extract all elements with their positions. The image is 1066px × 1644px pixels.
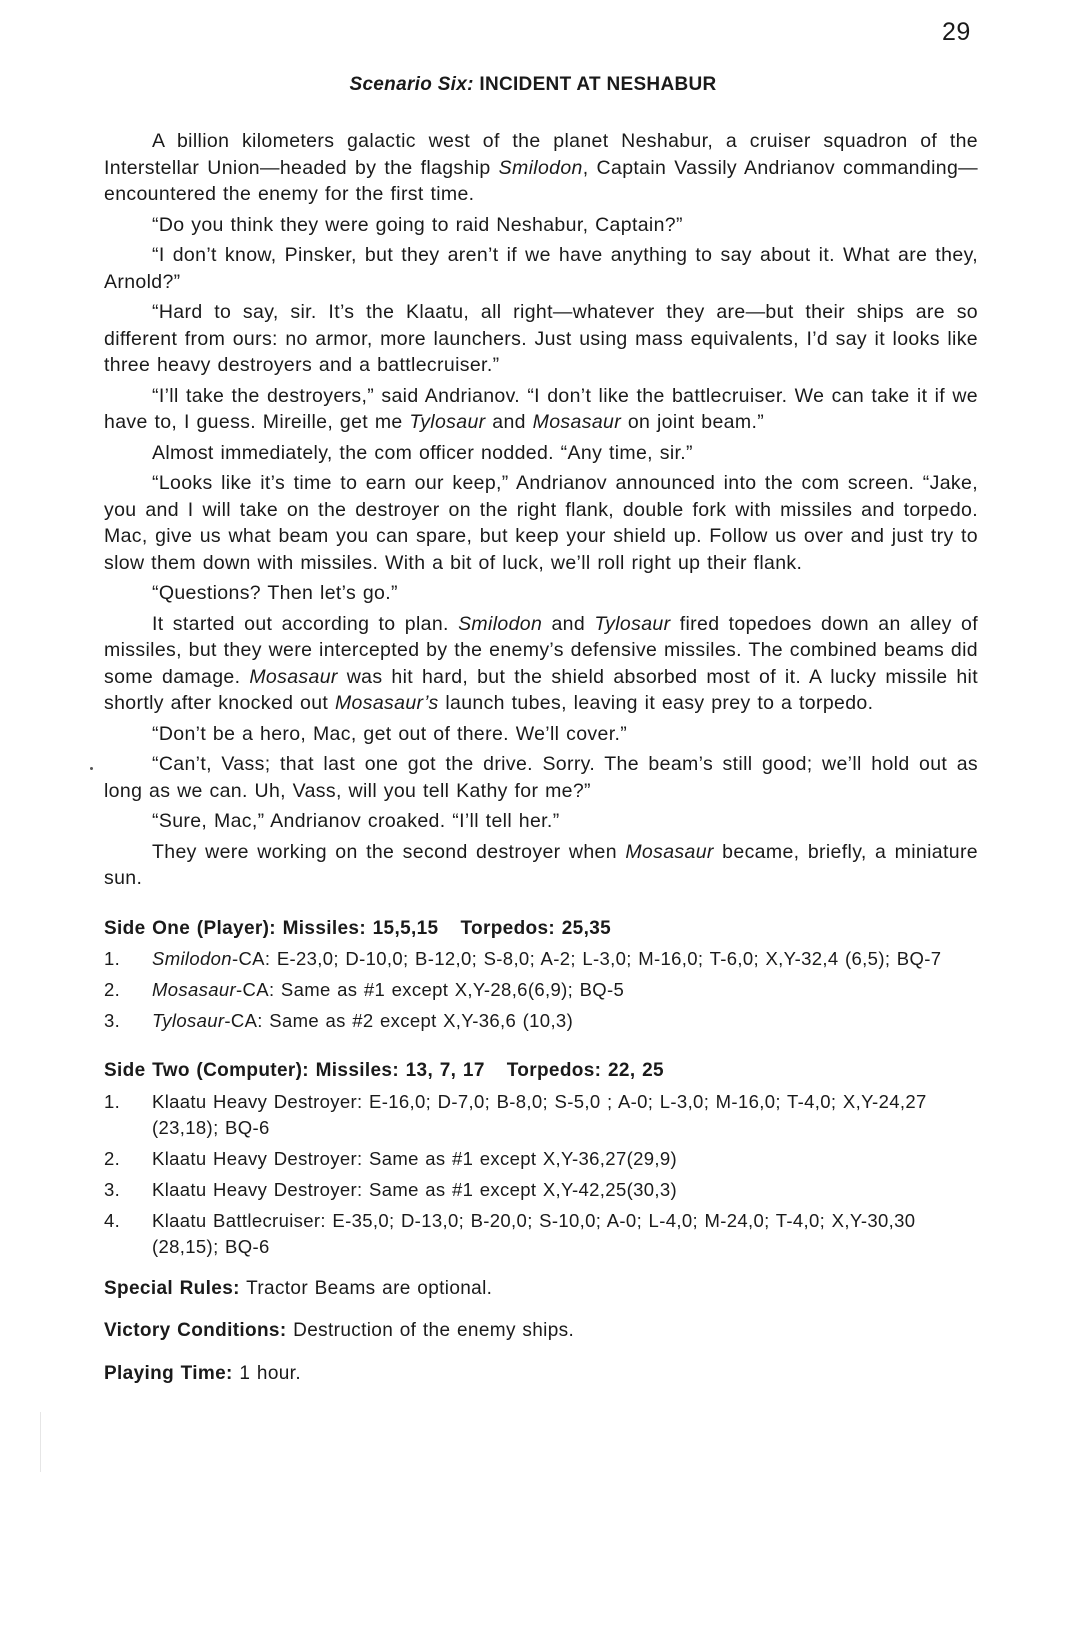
unit-stats: Klaatu Heavy Destroyer: Same as #1 except X,Y-42,25(30,3) [152, 1178, 678, 1200]
paragraph-text: “Can’t, Vass; that last one got the drive. Sorry. The beam’s still good; we’ll hold out as long as we can. Uh, Vass, will you tell Kathy for me?” [104, 753, 978, 802]
paragraph-text: It started out according to plan. [152, 612, 459, 635]
unit-number: 4. [104, 1209, 121, 1231]
special-rules-label: Special Rules: [104, 1277, 240, 1299]
story-paragraph [104, 839, 978, 892]
unit-stats: -CA: Same as #1 except X,Y-28,6(6,9); BQ-5 [236, 979, 625, 1000]
unit-number: 3. [104, 1178, 121, 1200]
unit-ship-name: Smilodon [152, 948, 232, 969]
special-rules-value: Tractor Beams are optional. [246, 1277, 493, 1299]
unit-item [104, 1008, 978, 1034]
story-paragraph [104, 299, 978, 379]
paragraph-text: A billion kilometers galactic west of the planet Neshabur, a cruiser squadron of the Interstellar Union—headed by the flagship [104, 130, 978, 179]
side-one-unit-list [104, 946, 978, 1034]
ship-name: Mosasaur’s [334, 692, 439, 714]
paragraph-text: “Questions? Then let’s go.” [152, 582, 398, 604]
ship-name: Smilodon [498, 156, 583, 179]
story-paragraph [104, 470, 978, 576]
victory-conditions [104, 1318, 978, 1345]
page-body [104, 128, 978, 1387]
paragraph-text: “I’ll take the destroyers,” said Andrianov. “I don’t like the battlecruiser. We can take it if we have to, I guess. Mireille, get me [104, 384, 978, 433]
paragraph-text: “Don’t be a hero, Mac, get out of there. We’ll cover.” [152, 722, 628, 745]
scenario-title-main: INCIDENT AT NESHABUR [479, 74, 717, 95]
paragraph-text: and [542, 612, 595, 635]
unit-ship-name: Tylosaur [152, 1010, 225, 1031]
unit-stats: Klaatu Heavy Destroyer: Same as #1 except X,Y-36,27(29,9) [152, 1147, 678, 1169]
story-paragraph [104, 721, 978, 748]
margin-mark [40, 1412, 41, 1472]
unit-number: 2. [104, 1147, 121, 1169]
unit-ship-name: Mosasaur [152, 979, 237, 1000]
playing-time-value: 1 hour. [239, 1362, 301, 1384]
unit-number: 1. [104, 1090, 121, 1112]
paragraph-text: was hit hard, but the shield absorbed most of it. A lucky missile hit shortly after knocked out [104, 665, 978, 714]
paragraph-text: and [485, 411, 533, 433]
paragraph-text: “Looks like it’s time to earn our keep,” Andrianov announced into the com screen. “Jake, you and I will take on the destroyer on the right flank, double fork with missiles and torpedo. Mac, give us what beam you can spare, but keep your shield up. Follow us over and just try to slow them down with missiles. With a bit of luck, we’ll roll right up their flank. [104, 472, 978, 574]
paragraph-text: Almost immediately, the com officer nodded. “Any time, sir.” [152, 441, 693, 464]
side-one-torpedos: Torpedos: 25,35 [460, 917, 612, 939]
unit-item [104, 1208, 978, 1260]
ship-name: Tylosaur [594, 612, 671, 635]
story-paragraph [104, 808, 978, 835]
paragraph-text: “Do you think they were going to raid Neshabur, Captain?” [152, 213, 683, 236]
scenario-title-prefix: Scenario Six: [349, 74, 474, 95]
story-paragraph [104, 611, 978, 717]
side-two-heading [104, 1058, 978, 1085]
paragraph-text: They were working on the second destroyer when [152, 840, 626, 863]
playing-time-label: Playing Time: [104, 1362, 233, 1384]
page-number: 29 [942, 18, 971, 46]
unit-item [104, 977, 978, 1003]
unit-stats: -CA: E-23,0; D-10,0; B-12,0; S-8,0; A-2; L-3,0; M-16,0; T-6,0; X,Y-32,4 (6,5); BQ-7 [231, 948, 942, 969]
unit-item [104, 1177, 978, 1203]
unit-number: 1. [104, 948, 121, 969]
paragraph-text: “I don’t know, Pinsker, but they aren’t if we have anything to say about it. What are they, Arnold?” [104, 244, 978, 293]
unit-number: 2. [104, 979, 121, 1000]
side-one-missiles: Side One (Player): Missiles: 15,5,15 [104, 917, 439, 939]
unit-item [104, 1146, 978, 1172]
side-two-missiles: Side Two (Computer): Missiles: 13, 7, 17 [104, 1060, 485, 1081]
ship-name: Mosasaur [249, 665, 338, 688]
victory-conditions-label: Victory Conditions: [104, 1320, 287, 1341]
paragraph-text: fired topedoes down an alley of missiles, but they were intercepted by the enemy’s defensive missiles. The combined beams did some damage. [104, 612, 978, 688]
paragraph-text: became, briefly, a miniature sun. [104, 840, 978, 889]
unit-stats: Klaatu Heavy Destroyer: E-16,0; D-7,0; B-8,0; S-5,0 ; A-0; L-3,0; M-16,0; T-4,0; X,Y-24,27 (23,18); BQ-6 [152, 1090, 927, 1138]
paragraph-text: on joint beam.” [621, 411, 765, 433]
side-one-heading [104, 916, 978, 943]
special-rules [104, 1276, 978, 1303]
story-paragraph [104, 212, 978, 239]
playing-time [104, 1361, 978, 1388]
story-paragraph [104, 751, 978, 804]
side-two-torpedos: Torpedos: 22, 25 [506, 1060, 664, 1081]
story-paragraph [104, 580, 978, 607]
ship-name: Tylosaur [409, 411, 486, 433]
victory-conditions-value: Destruction of the enemy ships. [293, 1320, 575, 1341]
unit-stats: -CA: Same as #2 except X,Y-36,6 (10,3) [224, 1010, 574, 1031]
unit-item [104, 946, 978, 972]
story-paragraph [104, 383, 978, 436]
paragraph-text: “Sure, Mac,” Andrianov croaked. “I’ll tell her.” [152, 810, 560, 832]
print-speck [90, 767, 93, 770]
paragraph-text: “Hard to say, sir. It’s the Klaatu, all right—whatever they are—but their ships are so different from ours: no armor, more launchers. Just using mass equivalents, I’d say it looks like three heavy destroyers and a battlecruiser.” [104, 301, 978, 376]
story-paragraph [104, 128, 978, 208]
story-text [104, 128, 978, 892]
unit-item [104, 1089, 978, 1141]
unit-number: 3. [104, 1010, 121, 1031]
paragraph-text: launch tubes, leaving it easy prey to a torpedo. [438, 692, 874, 714]
scenario-title [0, 74, 1066, 96]
story-paragraph [104, 440, 978, 467]
ship-name: Mosasaur [625, 840, 714, 863]
side-two-unit-list [104, 1089, 978, 1260]
ship-name: Mosasaur [532, 411, 622, 433]
paragraph-text: , Captain Vassily Andrianov commanding—encountered the enemy for the first time. [104, 156, 978, 205]
unit-stats: Klaatu Battlecruiser: E-35,0; D-13,0; B-20,0; S-10,0; A-0; L-4,0; M-24,0; T-4,0; X,Y-30,30 (28,15); BQ-6 [152, 1209, 916, 1257]
story-paragraph [104, 242, 978, 295]
ship-name: Smilodon [458, 612, 543, 635]
